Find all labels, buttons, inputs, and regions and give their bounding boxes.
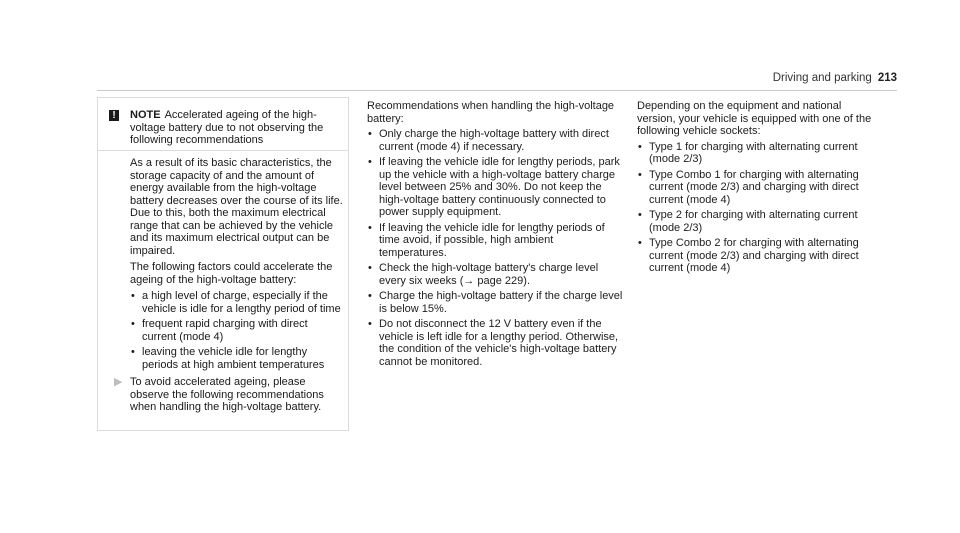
middle-column [367,100,623,371]
list-item: • Check the high-voltage battery's charge level every six weeks (→ page 229). [367,262,623,287]
recommendations-list [367,128,623,368]
note-title-text: Accelerated ageing of the high-voltage battery due to not observing the following recommendations [130,109,324,146]
page-number: 213 [877,72,897,84]
header-divider [97,90,897,91]
action-text: To avoid accelerated ageing, please observe the following recommendations when handling the high-voltage battery. [130,376,324,413]
note-header [98,98,348,150]
header-text [773,72,897,84]
recommendations-intro: Recommendations when handling the high-voltage battery: [367,100,615,125]
list-item: • Only charge the high-voltage battery with direct current (mode 4) if necessary. [367,128,623,153]
section-title: Driving and parking [772,72,872,84]
list-item: • If leaving the vehicle idle for lengthy periods of time avoid, if possible, high ambient temperatures. [367,222,623,260]
note-label: NOTE [130,109,161,121]
list-item: • frequent rapid charging with direct current (mode 4) [130,318,344,343]
list-item: • Do not disconnect the 12 V battery even if the vehicle is left idle for a lengthy period. Otherwise, the condition of the vehicle's high-voltage battery cannot be monitored. [367,318,623,368]
note-title [130,109,344,147]
list-item: • Type 2 for charging with alternating current (mode 2/3) [637,209,877,234]
sockets-intro: Depending on the equipment and national version, your vehicle is equipped with one of the following vehicle sockets: [637,100,872,137]
list-item: • Type Combo 1 for charging with alternating current (mode 2/3) and charging with direct current (mode 4) [637,169,877,207]
page-header [97,72,897,92]
warning-icon: ! [109,110,119,121]
list-item: • a high level of charge, especially if the vehicle is idle for a lengthy period of time [130,290,344,315]
note-body [130,157,344,374]
note-paragraph: As a result of its basic characteristics, the storage capacity of and the amount of energy available from the high-voltage battery decreases over the course of its life. Due to this, both the maximum electrical range that can be achieved by the vehicle and its maximum electrical output can be impaired. [130,157,343,257]
action-instruction [114,376,344,414]
note-divider [98,150,348,151]
list-item: • Type Combo 2 for charging with alternating current (mode 2/3) and charging with direct current (mode 4) [637,237,877,275]
list-item: • Type 1 for charging with alternating current (mode 2/3) [637,141,877,166]
note-paragraph: The following factors could accelerate the ageing of the high-voltage battery: [130,261,333,286]
list-item: • Charge the high-voltage battery if the charge level is below 15%. [367,290,623,315]
list-item: • leaving the vehicle idle for lengthy periods at high ambient temperatures [130,346,344,371]
factor-list [130,290,344,371]
note-box [97,97,349,431]
arrow-right-icon: ▶ [114,376,123,388]
right-column [637,100,877,278]
sockets-list [637,141,877,275]
list-item: • If leaving the vehicle idle for lengthy periods, park up the vehicle with a high-voltage battery charge level between 25% and 30%. Do not keep the high-voltage battery continuously connected to power supply equipment. [367,156,623,219]
